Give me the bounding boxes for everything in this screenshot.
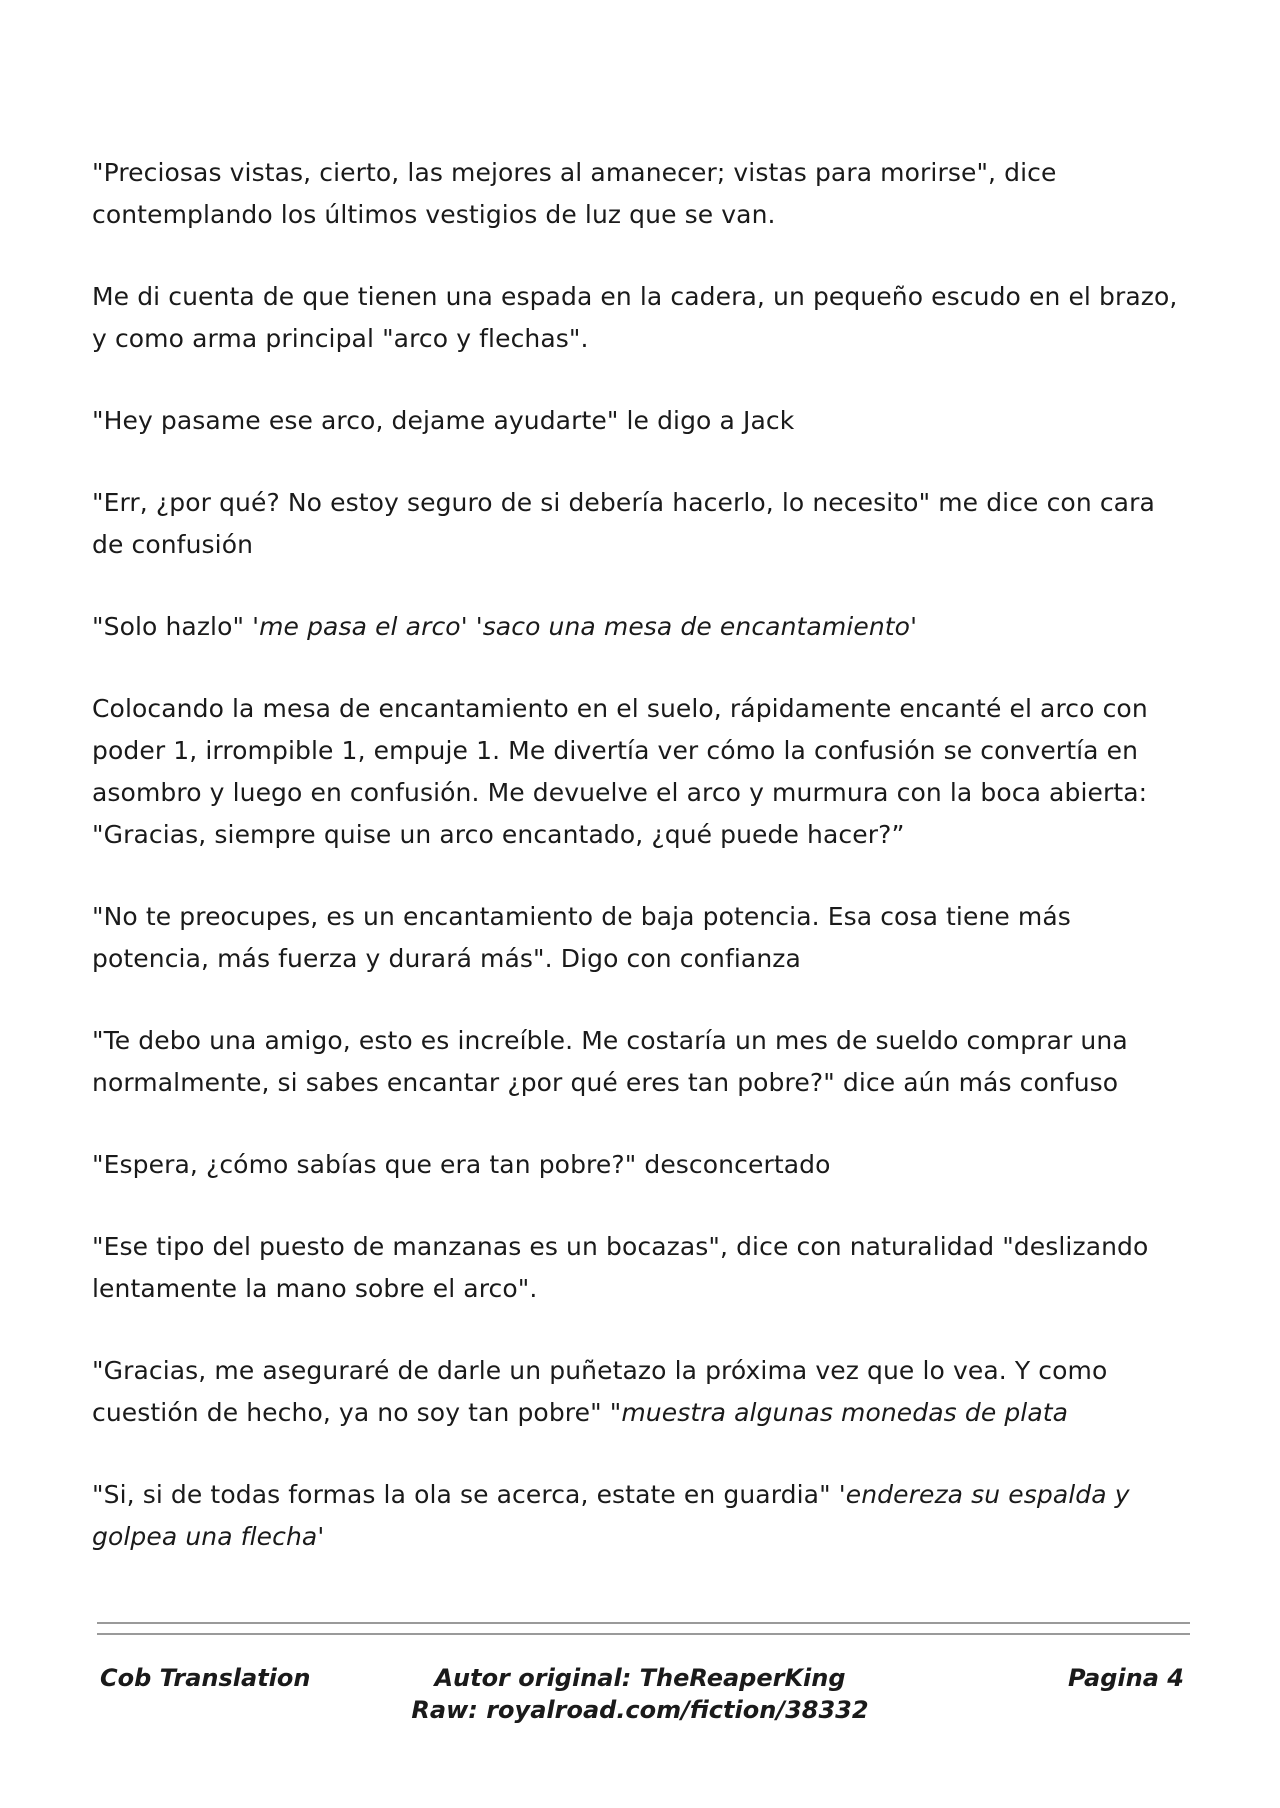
text-segment: "Solo hazlo" ' [92,612,260,641]
paragraph [92,482,1192,566]
text-segment: "Espera, ¿cómo sabías que era tan pobre?" desconcertado [92,1150,831,1179]
footer-divider-top [97,1622,1190,1624]
paragraph [92,688,1192,856]
paragraph [92,400,1192,442]
italic-text-segment: me pasa el arco [259,612,461,641]
text-segment: "Preciosas vistas, cierto, las mejores al amanecer; vistas para morirse", dice contemplando los últimos vestigios de luz que se van. [92,158,1057,229]
text-segment: "No te preocupes, es un encantamiento de baja potencia. Esa cosa tiene más potencia, más fuerza y durará más". Digo con confianza [92,902,1071,973]
text-segment: Colocando la mesa de encantamiento en el suelo, rápidamente encanté el arco con poder 1, irrompible 1, empuje 1. Me divertía ver cómo la confusión se convertía en asombro y luego en confusión. Me devuelve el arco y murmura con la boca abierta: "Gracias, siempre quise un arco encantado, ¿qué puede hacer?” [92,694,1148,849]
paragraph [92,152,1192,236]
text-segment: "Gracias, me aseguraré de darle un puñetazo la próxima vez que lo vea. Y como cuestión de hecho, ya no soy tan pobre" " [92,1356,1108,1427]
text-segment: "Err, ¿por qué? No estoy seguro de si debería hacerlo, lo necesito" me dice con cara de confusión [92,488,1155,559]
italic-text-segment: saco una mesa de encantamiento [482,612,911,641]
italic-text-segment: 'endereza su espalda y golpea una flecha' [92,1480,1130,1551]
footer-divider-bottom [97,1633,1190,1635]
page-body [92,152,1192,1598]
paragraph [92,1020,1192,1104]
paragraph [92,896,1192,980]
paragraph [92,1144,1192,1186]
paragraph [92,606,1192,648]
footer-page-number: Pagina 4 [1068,1664,1184,1692]
text-segment: "Te debo una amigo, esto es increíble. Me costaría un mes de sueldo comprar una normalmente, si sabes encantar ¿por qué eres tan pobre?" dice aún más confuso [92,1026,1128,1097]
text-segment: "Si, si de todas formas la ola se acerca, estate en guardia" [92,1480,839,1509]
text-segment: ' ' [460,612,483,641]
text-segment: ' [910,612,918,641]
text-segment: "Hey pasame ese arco, dejame ayudarte" le digo a Jack [92,406,795,435]
paragraph [92,1474,1192,1558]
footer-translator: Cob Translation [100,1664,311,1692]
text-segment: Me di cuenta de que tienen una espada en la cadera, un pequeño escudo en el brazo, y como arma principal "arco y flechas". [92,282,1178,353]
italic-text-segment: muestra algunas monedas de plata [621,1398,1069,1427]
paragraph [92,1350,1192,1434]
footer-raw-source: Raw: royalroad.com/fiction/38332 [411,1696,869,1724]
footer-author: Autor original: TheReaperKing [434,1664,846,1692]
paragraph [92,276,1192,360]
text-segment: "Ese tipo del puesto de manzanas es un bocazas", dice con naturalidad "deslizando lentamente la mano sobre el arco". [92,1232,1149,1303]
paragraph [92,1226,1192,1310]
